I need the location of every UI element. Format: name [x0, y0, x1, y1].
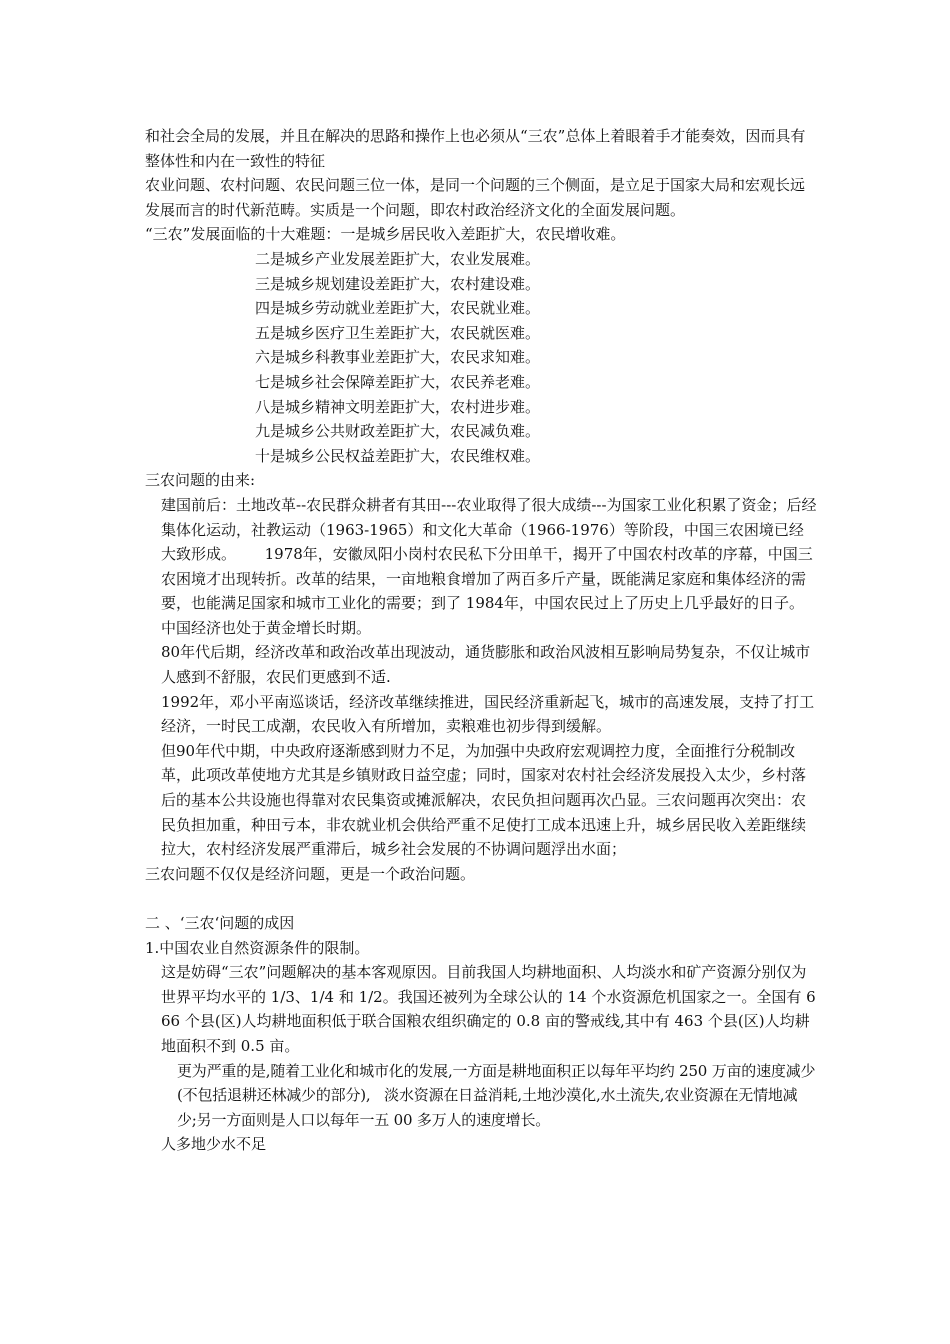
origin-paragraph-4: 但90年代中期，中央政府逐渐感到财力不足，为加强中央政府宏观调控力度，全面推行分税制改革，此项改革使地方尤其是乡镇财政日益空虚；同时，国家对农村社会经济发展投入太少，乡村落后的基本公共设施也得靠对农民集资或摊派解决，农民负担问题再次凸显。三农问题再次突出：农民负担加重，种田亏本，非农就业机会供给严重不足使打工成本迅速上升，城乡居民收入差距继续拉大，农村经济发展严重滞后，城乡社会发展的不协调问题浮出水面； — [161, 741, 807, 859]
blank-line — [145, 886, 817, 911]
list-item: 九是城乡公共财政差距扩大，农民减负难。 — [255, 422, 541, 441]
paragraph-intro-continuation: 和社会全局的发展，并且在解决的思路和操作上也必须从“三农”总体上着眼着手才能奏效，因而具有整体性和内在一致性的特征 — [145, 127, 806, 170]
origin-paragraph-1: 建国前后：土地改革--农民群众耕者有其田---农业取得了很大成绩---为国家工业化积累了资金；后经 集体化运动，社教运动（1963-1965）和文化大革命（1966-1976）等阶段，中国三农困境已经大致形成。 1978年，安徽凤阳小岗村农民私下分田单干，揭开了中国农村改革的序幕，中国三农困境才出现转折。改革的结果，一亩地粮食增加了两百多斤产量，既能满足家庭和集体经济的需要，也能满足国家和城市工业化的需要；到了 1984年，中国农民过上了历史上几乎最好的日子。中国经济也处于黄金增长时期。 — [161, 495, 827, 637]
difficulties-list — [145, 247, 817, 468]
list-item: 七是城乡社会保障差距扩大，农民养老难。 — [255, 372, 541, 391]
list-item: 二是城乡产业发展差距扩大，农业发展难。 — [255, 249, 541, 268]
paragraph-ten-difficulties-lead: “三农”发展面临的十大难题：一是城乡居民收入差距扩大，农民增收难。 — [145, 225, 626, 244]
causes-paragraph-2: 更为严重的是,随着工业化和城市化的发展,一方面是耕地面积正以每年平均约 250 万亩的速度减少(不包括退耕还林减少的部分), 淡水资源在日益消耗,土地沙漠化,水土流失,农业资源在无情地减少;另一方面则是人口以每年一五 00 多万人的速度增长。 — [177, 1061, 816, 1129]
list-item: 十是城乡公民权益差距扩大，农民维权难。 — [255, 446, 541, 465]
list-item: 四是城乡劳动就业差距扩大，农民就业难。 — [255, 299, 541, 318]
causes-subheading-1: 1.中国农业自然资源条件的限制。 — [145, 938, 370, 957]
list-item: 三是城乡规划建设差距扩大，农村建设难。 — [255, 274, 541, 293]
causes-paragraph-1: 这是妨碍“三农”问题解决的基本客观原因。目前我国人均耕地面积、人均淡水和矿产资源分别仅为世界平均水平的 1/3、1/4 和 1/2。我国还被列为全球公认的 14 个水资源危机国家之一。全国有 666 个县(区)人均耕地面积低于联合国粮农组织确定的 0.8 亩的警戒线,其中有 463 个县(区)人均耕地面积不到 0.5 亩。 — [161, 963, 816, 1055]
origin-heading: 三农问题的由来: — [145, 471, 256, 490]
list-item: 五是城乡医疗卫生差距扩大，农民就医难。 — [255, 323, 541, 342]
document-page — [145, 124, 827, 1157]
paragraph-three-in-one: 农业问题、农村问题、农民问题三位一体，是同一个问题的三个侧面，是立足于国家大局和宏观长远发展而言的时代新范畴。实质是一个问题，即农村政治经济文化的全面发展问题。 — [145, 176, 806, 219]
list-item: 六是城乡科教事业差距扩大，农民求知难。 — [255, 348, 541, 367]
causes-paragraph-3: 人多地少水不足 — [161, 1135, 267, 1154]
origin-paragraph-3: 1992年，邓小平南巡谈话，经济改革继续推进，国民经济重新起飞，城市的高速发展，支持了打工经济，一时民工成潮，农民收入有所增加，卖粮难也初步得到缓解。 — [161, 692, 815, 736]
causes-heading: 二 、‘三农‘问题的成因 — [145, 914, 295, 932]
origin-paragraph-2: 80年代后期，经济改革和政治改革出现波动，通货膨胀和政治风波相互影响局势复杂，不仅让城市人感到不舒服，农民们更感到不适. — [161, 643, 811, 687]
list-item: 八是城乡精神文明差距扩大，农村进步难。 — [255, 397, 541, 416]
origin-paragraph-5: 三农问题不仅仅是经济问题，更是一个政治问题。 — [145, 864, 476, 883]
